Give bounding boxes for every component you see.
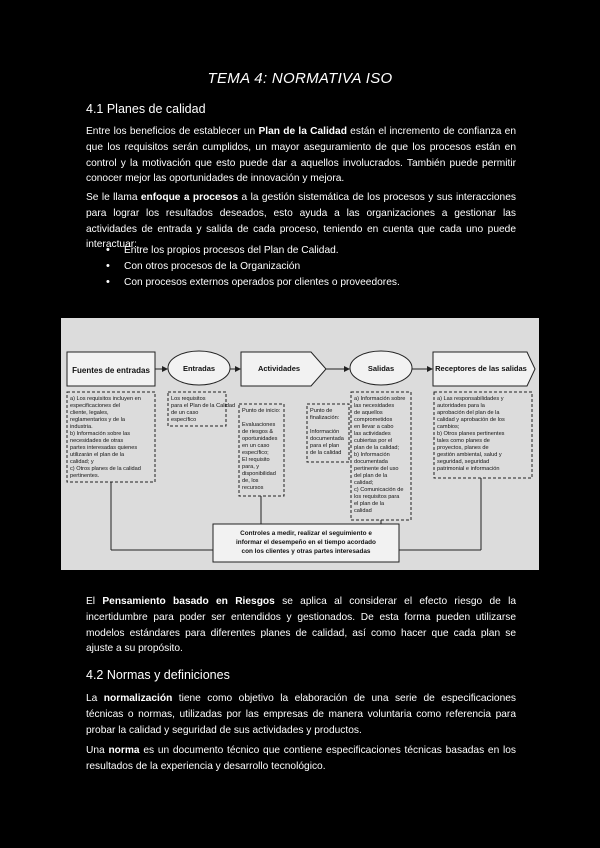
diagram-note-line: para, y	[242, 464, 260, 470]
diagram-note-line: disponibilidad	[242, 471, 276, 477]
diagram-note-line: autoridades para la	[437, 403, 485, 409]
fuentes-notes	[70, 396, 141, 479]
diagram-note-line: las necesidades	[354, 403, 395, 409]
diagram-note-line: para el plan	[310, 443, 340, 449]
diagram-note-line: comprometidos	[354, 417, 393, 423]
bold-term: Pensamiento basado en Riesgos	[102, 596, 275, 607]
diagram-note-line: de aquellos	[354, 410, 383, 416]
diagram-note-line: de riesgos &	[242, 429, 274, 435]
paragraph-normalizacion	[86, 691, 516, 738]
diagram-note-line: recursos	[242, 485, 264, 491]
diagram-note-line: pertinente del uso	[354, 466, 399, 472]
paragraph-plan-calidad	[86, 124, 516, 187]
diagram-note-line: específico;	[242, 450, 269, 456]
diagram-note-line: pertinentes.	[70, 473, 100, 479]
receptores-label: Receptores de las salidas	[435, 364, 527, 373]
text-run: Entre los beneficios de establecer un	[86, 126, 259, 137]
diagram-note-line: específico	[171, 417, 197, 423]
diagram-note-line: de un caso	[171, 410, 199, 416]
process-diagram-figure	[61, 318, 539, 570]
diagram-note-line: calidad y aprobación de los	[437, 417, 505, 423]
diagram-note-line: los requisitos para	[354, 494, 400, 500]
fuentes-label: Fuentes de entradas	[72, 366, 150, 375]
actividades-label: Actividades	[257, 364, 301, 373]
diagram-note-line: oportunidades	[242, 436, 278, 442]
diagram-note-line: del plan de la	[354, 473, 388, 479]
diagram-note-line: Evaluaciones	[242, 422, 276, 428]
text-run: Una	[86, 745, 109, 756]
diagram-note-line: seguridad, seguridad	[437, 459, 490, 465]
punto-inicio-notes	[242, 408, 281, 491]
diagram-note-line: b) Información	[354, 452, 390, 458]
diagram-note-line: Los requisitos	[171, 396, 206, 402]
diagram-note-line: informar el desempeño en el tiempo acordado	[236, 539, 376, 546]
diagram-note-line: en llevar a cabo	[354, 424, 394, 430]
bold-term: normalización	[103, 693, 173, 704]
bullet-list	[86, 243, 506, 290]
list-item: • Con procesos externos operados por clientes o proveedores.	[86, 275, 506, 291]
diagram-note-line: cambios;	[437, 424, 460, 430]
text-run: es un documento técnico que contiene especificaciones técnicas basadas en los resultados de la experiencia y desarrollo tecnológico.	[86, 745, 516, 772]
diagram-note-line: en un caso	[242, 443, 270, 449]
paragraph-pensamiento-riesgos	[86, 594, 516, 657]
diagram-note-line: a) Los requisitos incluyen en	[70, 396, 141, 402]
paragraph-norma	[86, 743, 516, 775]
diagram-note-line: documentada	[354, 459, 388, 465]
diagram-note-line: utilizarán el plan de la	[70, 452, 125, 458]
diagram-note-line: Punto de	[310, 408, 333, 414]
diagram-note-line: cliente, legales,	[70, 410, 109, 416]
bold-term: norma	[108, 745, 140, 756]
diagram-note-line: a) Información sobre	[354, 396, 406, 402]
diagram-note-line: Punto de inicio:	[242, 408, 281, 414]
text-run: El	[86, 596, 103, 607]
diagram-note-line: con los clientes y otras partes interesadas	[241, 548, 371, 555]
diagram-note-line: calidad;	[354, 480, 374, 486]
diagram-note-line: calidad; y	[70, 459, 94, 465]
punto-finalizacion-notes	[310, 408, 345, 456]
diagram-note-line: las actividades	[354, 431, 391, 437]
page-title: TEMA 4: NORMATIVA ISO	[207, 70, 393, 87]
text-run: tiene como objetivo la elaboración de una serie de especificaciones técnicas o normas, utilizadas por las empresas de manera voluntaria como referencia para probar la calidad y seguridad de sus actividades y productos.	[86, 693, 517, 736]
salidas-label: Salidas	[367, 364, 395, 373]
salidas-notes	[354, 396, 405, 514]
process-diagram	[61, 318, 539, 570]
diagram-note-line: cubiertas por el	[354, 438, 393, 444]
entradas-label: Entradas	[182, 364, 216, 373]
receptores-notes	[437, 396, 505, 472]
section-heading-normas: 4.2 Normas y definiciones	[86, 668, 230, 682]
diagram-note-line: reglamentarios y de la	[70, 417, 126, 423]
section-heading-planes: 4.1 Planes de calidad	[86, 102, 206, 116]
diagram-note-line: documentada	[310, 436, 344, 442]
diagram-note-line: necesidades de otras	[70, 438, 124, 444]
diagram-note-line: de, los	[242, 478, 259, 484]
diagram-note-line: c) Comunicación de	[354, 487, 404, 493]
diagram-note-line: Controles a medir, realizar el seguimiento e	[240, 530, 372, 537]
control-notes	[236, 530, 376, 555]
diagram-note-line: para el Plan de la Calidad	[171, 403, 236, 409]
text-run: se aplica al considerar el efecto riesgo de la incertidumbre para poder ser entendidos y gestionados. De esta forma pueden utilizarse modelos estándares para diferentes planes de calidad, así como hacer que cada plan se ajuste a su propósito.	[86, 596, 516, 655]
text-run: Se le llama	[86, 192, 141, 203]
diagram-note-line: patrimonial e información	[437, 466, 500, 472]
diagram-note-line: calidad	[354, 508, 372, 514]
diagram-note-line: b) Otros planes pertinentes	[437, 431, 505, 437]
text-run: están el incremento de confianza en que los requisitos serán cumplidos, un mayor aseguramiento de que los procesos están en control y la motivación que esto puede dar a aquellos involucrados. También puede permitir conocer mejor las oportunidades de innovación y mejora.	[86, 126, 516, 185]
diagram-note-line: Información	[310, 429, 340, 435]
diagram-note-line: proyectos, planes de	[437, 445, 489, 451]
diagram-note-line: aprobación del plan de la	[437, 410, 500, 416]
text-run: La	[86, 693, 104, 704]
diagram-note-line: El requisito	[242, 457, 270, 463]
list-item: • Entre los propios procesos del Plan de Calidad.	[86, 243, 506, 259]
diagram-note-line: finalización:	[310, 415, 340, 421]
diagram-note-line: el plan de la	[354, 501, 385, 507]
diagram-note-line: b) Información sobre las	[70, 431, 131, 437]
diagram-note-line: de la calidad	[310, 450, 342, 456]
bold-term: enfoque a procesos	[140, 192, 239, 203]
diagram-note-line: industria.	[70, 424, 93, 430]
diagram-note-line: gestión ambiental, salud y	[437, 452, 502, 458]
text-run: a la gestión sistemática de los procesos y sus interacciones para lograr los resultados deseados, esto ayuda a las organizaciones a gestionar las actividades de entrada y salida de cada proceso, teniendo en cuenta que cada uno puede interactuar:	[86, 192, 516, 251]
diagram-note-line: c) Otros planes de la calidad	[70, 466, 141, 472]
diagram-note-line: a) Las responsabilidades y	[437, 396, 504, 402]
diagram-note-line: especificaciones del	[70, 403, 121, 409]
bold-term: Plan de la Calidad	[258, 126, 347, 137]
entradas-notes	[171, 396, 235, 423]
list-item: • Con otros procesos de la Organización	[86, 259, 506, 275]
diagram-note-line: partes interesadas quienes	[70, 445, 138, 451]
diagram-note-line: plan de la calidad;	[354, 445, 400, 451]
diagram-note-line: tales como planes de	[437, 438, 490, 444]
